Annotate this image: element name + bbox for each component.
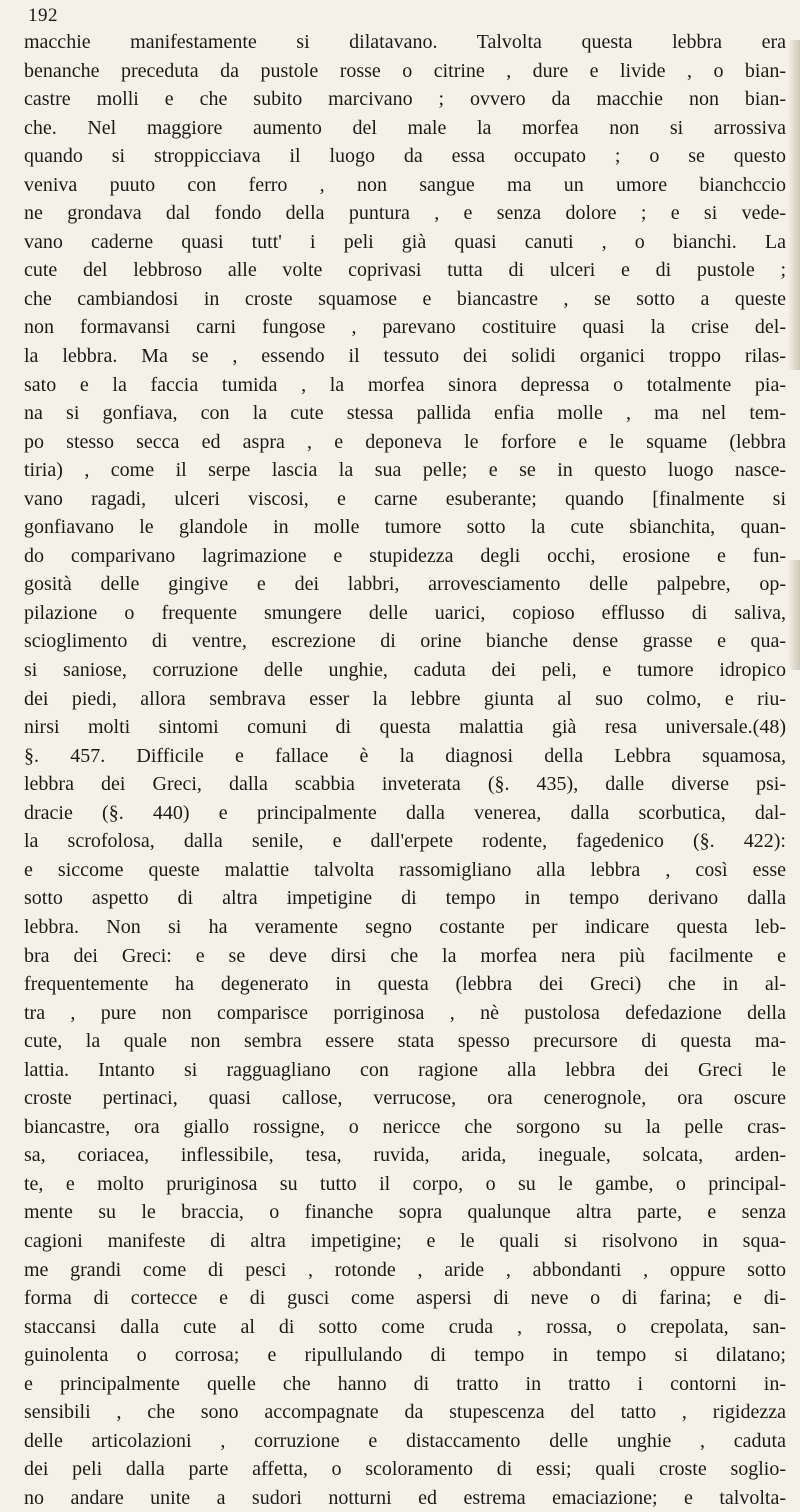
text-line: cute, la quale non sembra essere stata spesso precursore di questa ma- (24, 1030, 786, 1053)
text-line: no andare unite a sudori notturni ed estrema emaciazione; e talvolta- (24, 1486, 786, 1509)
text-line: te, e molto pruriginosa su tutto il corpo, o su le gambe, o principal- (24, 1172, 786, 1195)
text-line: dei piedi, allora sembrava esser la lebbre giunta al suo colmo, e riu- (24, 687, 786, 710)
text-line: bra dei Greci: e se deve dirsi che la morfea nera più facilmente e (24, 944, 786, 967)
body-text (24, 28, 786, 1512)
text-line: tra , pure non comparisce porriginosa , nè pustolosa defedazione della (24, 1001, 786, 1024)
text-line: la lebbra. Ma se , essendo il tessuto dei solidi organici troppo rilas- (24, 345, 786, 368)
text-line: che. Nel maggiore aumento del male la morfea non si arrossiva (24, 116, 786, 139)
text-line: po stesso secca ed aspra , e deponeva le forfore e le squame (lebbra (24, 430, 786, 453)
text-line: na si gonfiava, con la cute stessa pallida enfia molle , ma nel tem- (24, 402, 786, 425)
text-line: e siccome queste malattie talvolta rassomigliano alla lebbra , così esse (24, 858, 786, 881)
text-line: cagioni manifeste di altra impetigine; e le quali si risolvono in squa- (24, 1229, 786, 1252)
text-line: biancastre, ora giallo rossigne, o nericce che sorgono su la pelle cras- (24, 1115, 786, 1138)
text-line: dracie (§. 440) e principalmente dalla venerea, dalla scorbutica, dal- (24, 801, 786, 824)
text-line: ne grondava dal fondo della puntura , e senza dolore ; e si vede- (24, 202, 786, 225)
text-line: frequentemente ha degenerato in questa (lebbra dei Greci) che in al- (24, 973, 786, 996)
text-line: lattia. Intanto si ragguagliano con ragione alla lebbra dei Greci le (24, 1058, 786, 1081)
text-line: sotto aspetto di altra impetigine di tempo in tempo derivano dalla (24, 887, 786, 910)
text-line: mente su le braccia, o finanche sopra qualunque altra parte, e senza (24, 1201, 786, 1224)
text-line: guinolenta o corrosa; e ripullulando di tempo in tempo si dilatano; (24, 1344, 786, 1367)
text-line: pilazione o frequente smungere delle uarici, copioso efflusso di saliva, (24, 601, 786, 624)
text-line: veniva puuto con ferro , non sangue ma un umore bianchccio (24, 173, 786, 196)
text-line: castre molli e che subito marcivano ; ovvero da macchie non bian- (24, 88, 786, 111)
text-line: quando si stroppicciava il luogo da essa occupato ; o se questo (24, 145, 786, 168)
text-line: sensibili , che sono accompagnate da stupescenza del tatto , rigidezza (24, 1401, 786, 1424)
text-line: si saniose, corruzione delle unghie, caduta dei peli, e tumore idropico (24, 659, 786, 682)
text-line: scioglimento di ventre, escrezione di orine bianche dense grasse e qua- (24, 630, 786, 653)
text-line: gosità delle gingive e dei labbri, arrovesciamento delle palpebre, op- (24, 573, 786, 596)
text-line: che cambiandosi in croste squamose e biancastre , se sotto a queste (24, 287, 786, 310)
text-line: dei peli dalla parte affetta, o scoloramento di essi; quali croste soglio- (24, 1458, 786, 1481)
text-line: delle articolazioni , corruzione e distaccamento delle unghie , caduta (24, 1429, 786, 1452)
text-line: tiria) , come il serpe lascia la sua pelle; e se in questo luogo nasce- (24, 459, 786, 482)
text-line: sa, coriacea, inflessibile, tesa, ruvida, arida, ineguale, solcata, arden- (24, 1144, 786, 1167)
text-line: lebbra dei Greci, dalla scabbia inveterata (§. 435), dalle diverse psi- (24, 773, 786, 796)
text-line: benanche preceduta da pustole rosse o citrine , dure e livide , o bian- (24, 59, 786, 82)
text-line: me grandi come di pesci , rotonde , aride , abbondanti , oppure sotto (24, 1258, 786, 1281)
text-line: vano caderne quasi tutt' i peli già quasi canuti , o bianchi. La (24, 230, 786, 253)
page-number: 192 (28, 5, 58, 26)
text-line: gonfiavano le glandole in molle tumore sotto la cute sbianchita, quan- (24, 516, 786, 539)
text-line: do comparivano lagrimazione e stupidezza degli occhi, erosione e fun- (24, 544, 786, 567)
text-line: macchie manifestamente si dilatavano. Talvolta questa lebbra era (24, 31, 786, 53)
text-line: lebbra. Non si ha veramente segno costante per indicare questa leb- (24, 915, 786, 938)
text-line: nirsi molti sintomi comuni di questa malattia già resa universale.(48) (24, 716, 786, 739)
text-line: staccansi dalla cute al di sotto come cruda , rossa, o crepolata, san- (24, 1315, 786, 1338)
page-edge-shadow (788, 560, 800, 670)
text-line: la scrofolosa, dalla senile, e dall'erpete rodente, fagedenico (§. 422): (24, 830, 786, 853)
text-line: non formavansi carni fungose , parevano costituire quasi la crise del- (24, 316, 786, 339)
text-line: cute del lebbroso alle volte coprivasi tutta di ulceri e di pustole ; (24, 259, 786, 282)
text-line: forma di cortecce e di gusci come aspersi di neve o di farina; e di- (24, 1287, 786, 1310)
page-edge-shadow (788, 40, 800, 370)
text-line: sato e la faccia tumida , la morfea sinora depressa o totalmente pia- (24, 373, 786, 396)
text-line: e principalmente quelle che hanno di tratto in tratto i contorni in- (24, 1372, 786, 1395)
text-line: croste pertinaci, quasi callose, verrucose, ora cenerognole, ora oscure (24, 1087, 786, 1110)
text-line: §. 457. Difficile e fallace è la diagnosi della Lebbra squamosa, (24, 744, 786, 767)
text-line: vano ragadi, ulceri viscosi, e carne esuberante; quando [finalmente si (24, 487, 786, 510)
